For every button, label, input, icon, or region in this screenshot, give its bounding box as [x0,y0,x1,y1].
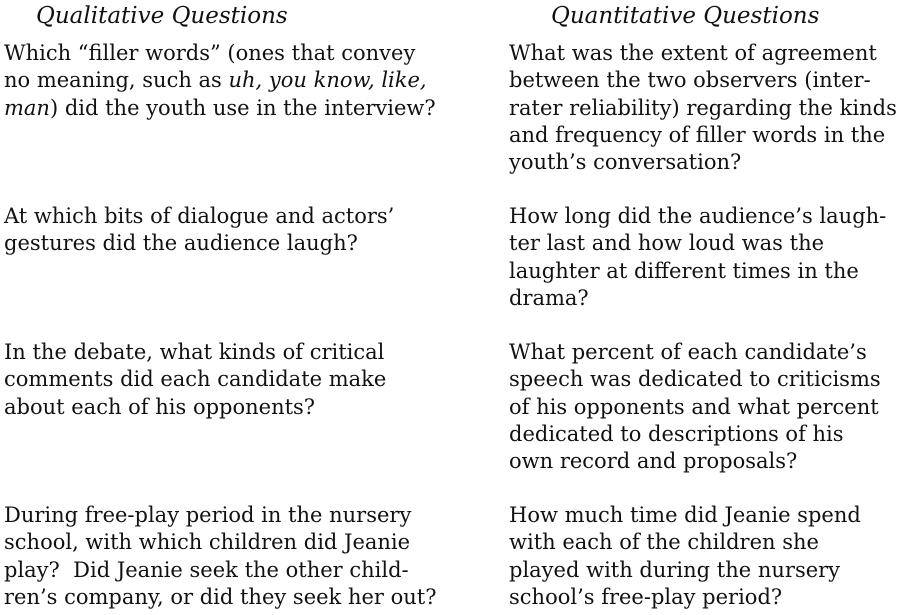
text-line: laughter at different times in the [509,258,859,283]
qualitative-question-4 [4,502,452,611]
text-line: comments did each candidate make [4,367,387,392]
text-line: with each of the children she [509,530,819,555]
text-line: about each of his opponents? [4,394,316,419]
quantitative-question-2 [509,203,901,312]
text-line: How much time did Jeanie spend [509,503,861,527]
text-line: school, with which children did Jeanie [4,530,411,555]
quantitative-question-1 [509,40,901,176]
quantitative-header: Quantitative Questions [551,3,820,29]
qualitative-question-1 [4,40,452,122]
text-line: dedicated to descriptions of his [509,421,844,446]
text-line [4,67,452,94]
text-run: ) did the youth use in the interview? [49,95,436,120]
text-line: gestures did the audience laugh? [4,231,358,256]
text-line: In the debate, what kinds of critical [4,340,385,364]
text-line [4,95,452,122]
text-line: school’s free-play period? [509,584,783,609]
quantitative-question-3 [509,339,901,475]
text-line: During free-play period in the nursery [4,503,412,527]
text-line: rater reliability) regarding the kinds [509,95,897,120]
italic-examples: uh, you know, like, [228,68,427,93]
qualitative-question-2 [4,203,452,258]
text-line: and frequency of filler words in the [509,122,886,147]
text-line: ter last and how loud was the [509,231,825,256]
text-line: between the two observers (inter- [509,68,871,93]
quantitative-question-4 [509,502,901,611]
text-line: youth’s conversation? [509,150,742,175]
text-line: What percent of each candidate’s [509,340,867,364]
text-line: of his opponents and what percent [509,394,879,419]
text-line: How long did the audience’s laugh- [509,204,887,228]
italic-example: man [4,95,50,120]
text-line: ren’s company, or did they seek her out? [4,584,437,609]
text-line: speech was dedicated to criticisms [509,367,881,392]
text-line: Which “filler words” (ones that convey [4,41,416,65]
text-line: own record and proposals? [509,449,798,474]
text-line: What was the extent of agreement [509,41,877,65]
text-line: played with during the nursery [509,557,841,582]
text-line: drama? [509,285,589,310]
text-line: At which bits of dialogue and actors’ [4,204,395,228]
text-line: play? Did Jeanie seek the other child- [4,557,409,582]
text-run: no meaning, such as [4,68,229,93]
qualitative-question-3 [4,339,452,421]
qualitative-header: Qualitative Questions [36,3,288,29]
